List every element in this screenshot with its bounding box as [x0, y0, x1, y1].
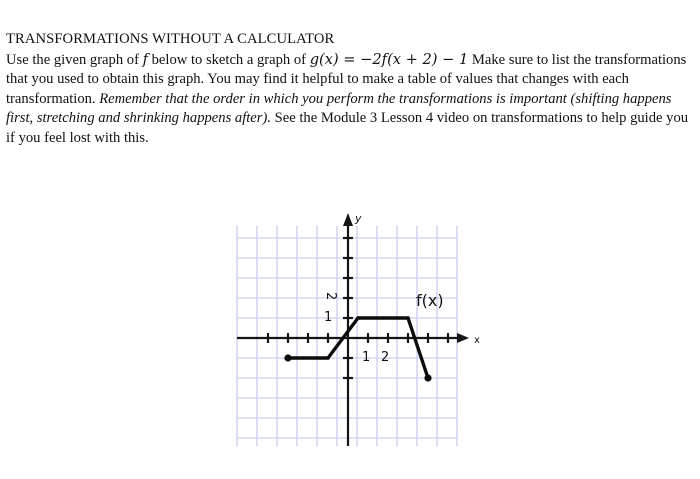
x-tick-label-2: 2 [381, 350, 390, 365]
curve-point [356, 316, 360, 320]
y-axis-arrow [343, 213, 353, 226]
function-f-symbol: f [142, 50, 148, 68]
x-axis-label: x [474, 335, 480, 346]
function-curve-layer [284, 316, 431, 381]
problem-closing: See the Module 3 Lesson 4 video on transformations to help guide you if you feel lost with this. [6, 110, 689, 146]
graph-axes [237, 213, 469, 446]
curve-point [326, 356, 330, 360]
order-emphasis: Remember that the order in which you perform the transformations is important (shifting happens first, stretching and shrinking happens after). [6, 90, 672, 126]
x-axis-arrow [457, 333, 469, 343]
problem-instructions: Make sure to list the transformations that you used to obtain this graph. You may find it helpful to make a table of values that changes with each transformation. [6, 51, 687, 107]
function-label: f(x) [416, 291, 444, 310]
y-tick-label-1: 1 [324, 310, 333, 325]
problem-heading: TRANSFORMATIONS WITHOUT A CALCULATOR [6, 31, 335, 47]
y-tick-label-2: 2 [323, 292, 338, 301]
function-curve [288, 318, 428, 378]
problem-below-text: below to sketch a graph of [147, 51, 310, 68]
problem-intro: Use the given graph of [6, 51, 143, 68]
curve-point [424, 374, 431, 381]
curve-point [284, 354, 291, 361]
y-axis-label: y [355, 212, 362, 225]
curve-point [406, 316, 410, 320]
transformation-equation: g(x) = −2f(x + 2) − 1 [309, 50, 469, 68]
x-tick-label-1: 1 [362, 350, 371, 365]
